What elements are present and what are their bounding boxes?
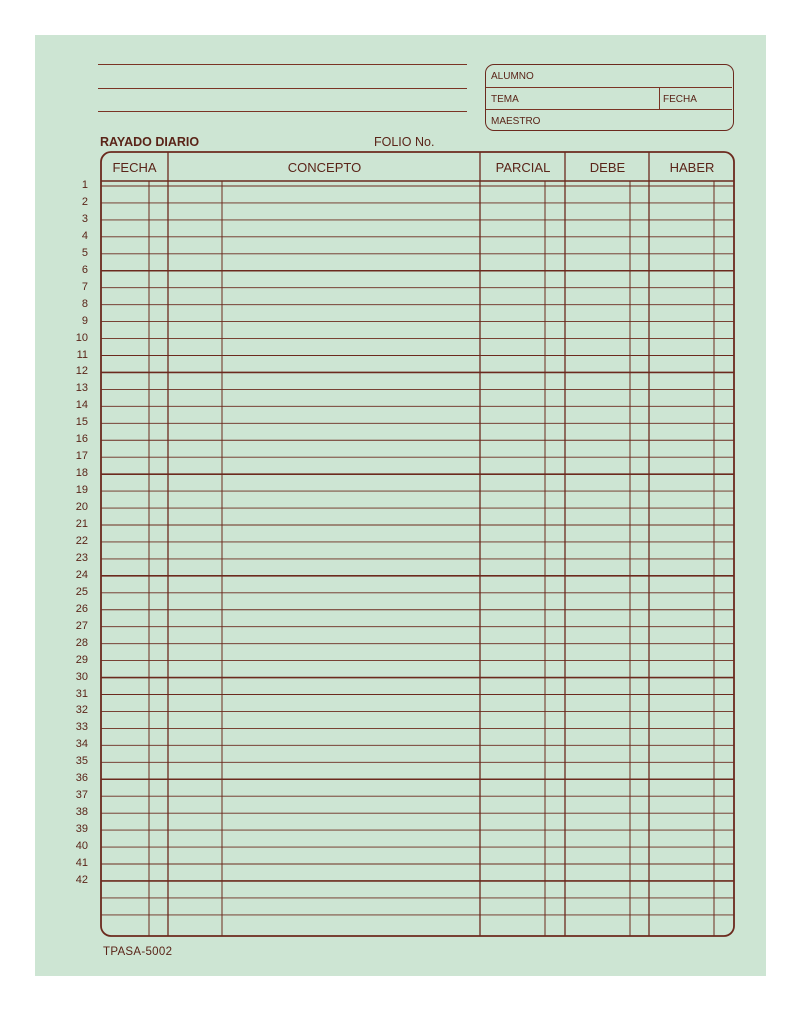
row-number: 32	[75, 704, 88, 717]
row-number: 4	[81, 229, 88, 242]
row-number: 27	[75, 619, 88, 632]
col-header-parcial: PARCIAL	[495, 160, 551, 175]
row-number: 19	[75, 484, 88, 497]
row-number: 35	[75, 755, 88, 768]
row-number: 1	[81, 179, 88, 191]
row-number: 34	[75, 738, 88, 751]
row-number: 17	[75, 450, 88, 463]
row-number: 40	[75, 840, 88, 853]
row-number: 3	[81, 212, 88, 225]
ledger-frame	[101, 152, 734, 936]
col-header-haber: HABER	[669, 160, 715, 175]
row-number: 10	[75, 331, 88, 344]
row-number: 25	[75, 585, 88, 598]
alumno-label: ALUMNO	[491, 71, 534, 82]
row-number: 30	[75, 670, 88, 683]
row-number: 38	[75, 806, 88, 819]
row-number: 11	[76, 348, 88, 361]
row-number: 18	[75, 467, 88, 480]
row-number: 9	[81, 314, 88, 327]
row-number: 12	[75, 365, 88, 378]
row-number: 28	[75, 636, 88, 649]
col-header-fecha: FECHA	[112, 160, 157, 175]
row-number: 14	[75, 399, 88, 412]
row-number: 21	[75, 518, 88, 530]
fecha-label: FECHA	[663, 94, 697, 105]
row-number: 39	[75, 823, 88, 836]
row-number: 5	[81, 246, 88, 259]
row-number: 13	[75, 382, 88, 395]
row-number: 2	[81, 195, 88, 208]
row-number: 36	[75, 772, 88, 785]
row-number: 26	[75, 602, 88, 615]
row-number: 15	[75, 416, 88, 429]
maestro-label: MAESTRO	[491, 116, 541, 127]
row-number: 42	[75, 873, 88, 886]
row-number: 29	[75, 653, 88, 666]
row-number: 22	[75, 534, 88, 547]
tema-label: TEMA	[491, 94, 519, 105]
row-number: 8	[81, 297, 88, 310]
row-number: 33	[75, 721, 88, 734]
row-number: 41	[75, 857, 88, 869]
col-header-concepto: CONCEPTO	[287, 160, 362, 175]
row-number: 31	[75, 687, 88, 700]
row-number: 24	[75, 568, 88, 581]
col-header-debe: DEBE	[589, 160, 626, 175]
form-code: TPASA-5002	[103, 946, 173, 958]
folio-label: FOLIO No.	[374, 135, 435, 149]
row-number: 37	[75, 789, 88, 802]
row-number: 20	[75, 501, 88, 514]
row-number: 16	[75, 433, 88, 446]
row-number: 23	[75, 551, 88, 564]
row-number: 6	[81, 263, 88, 276]
row-number: 7	[81, 280, 88, 293]
form-title: RAYADO DIARIO	[100, 135, 200, 149]
